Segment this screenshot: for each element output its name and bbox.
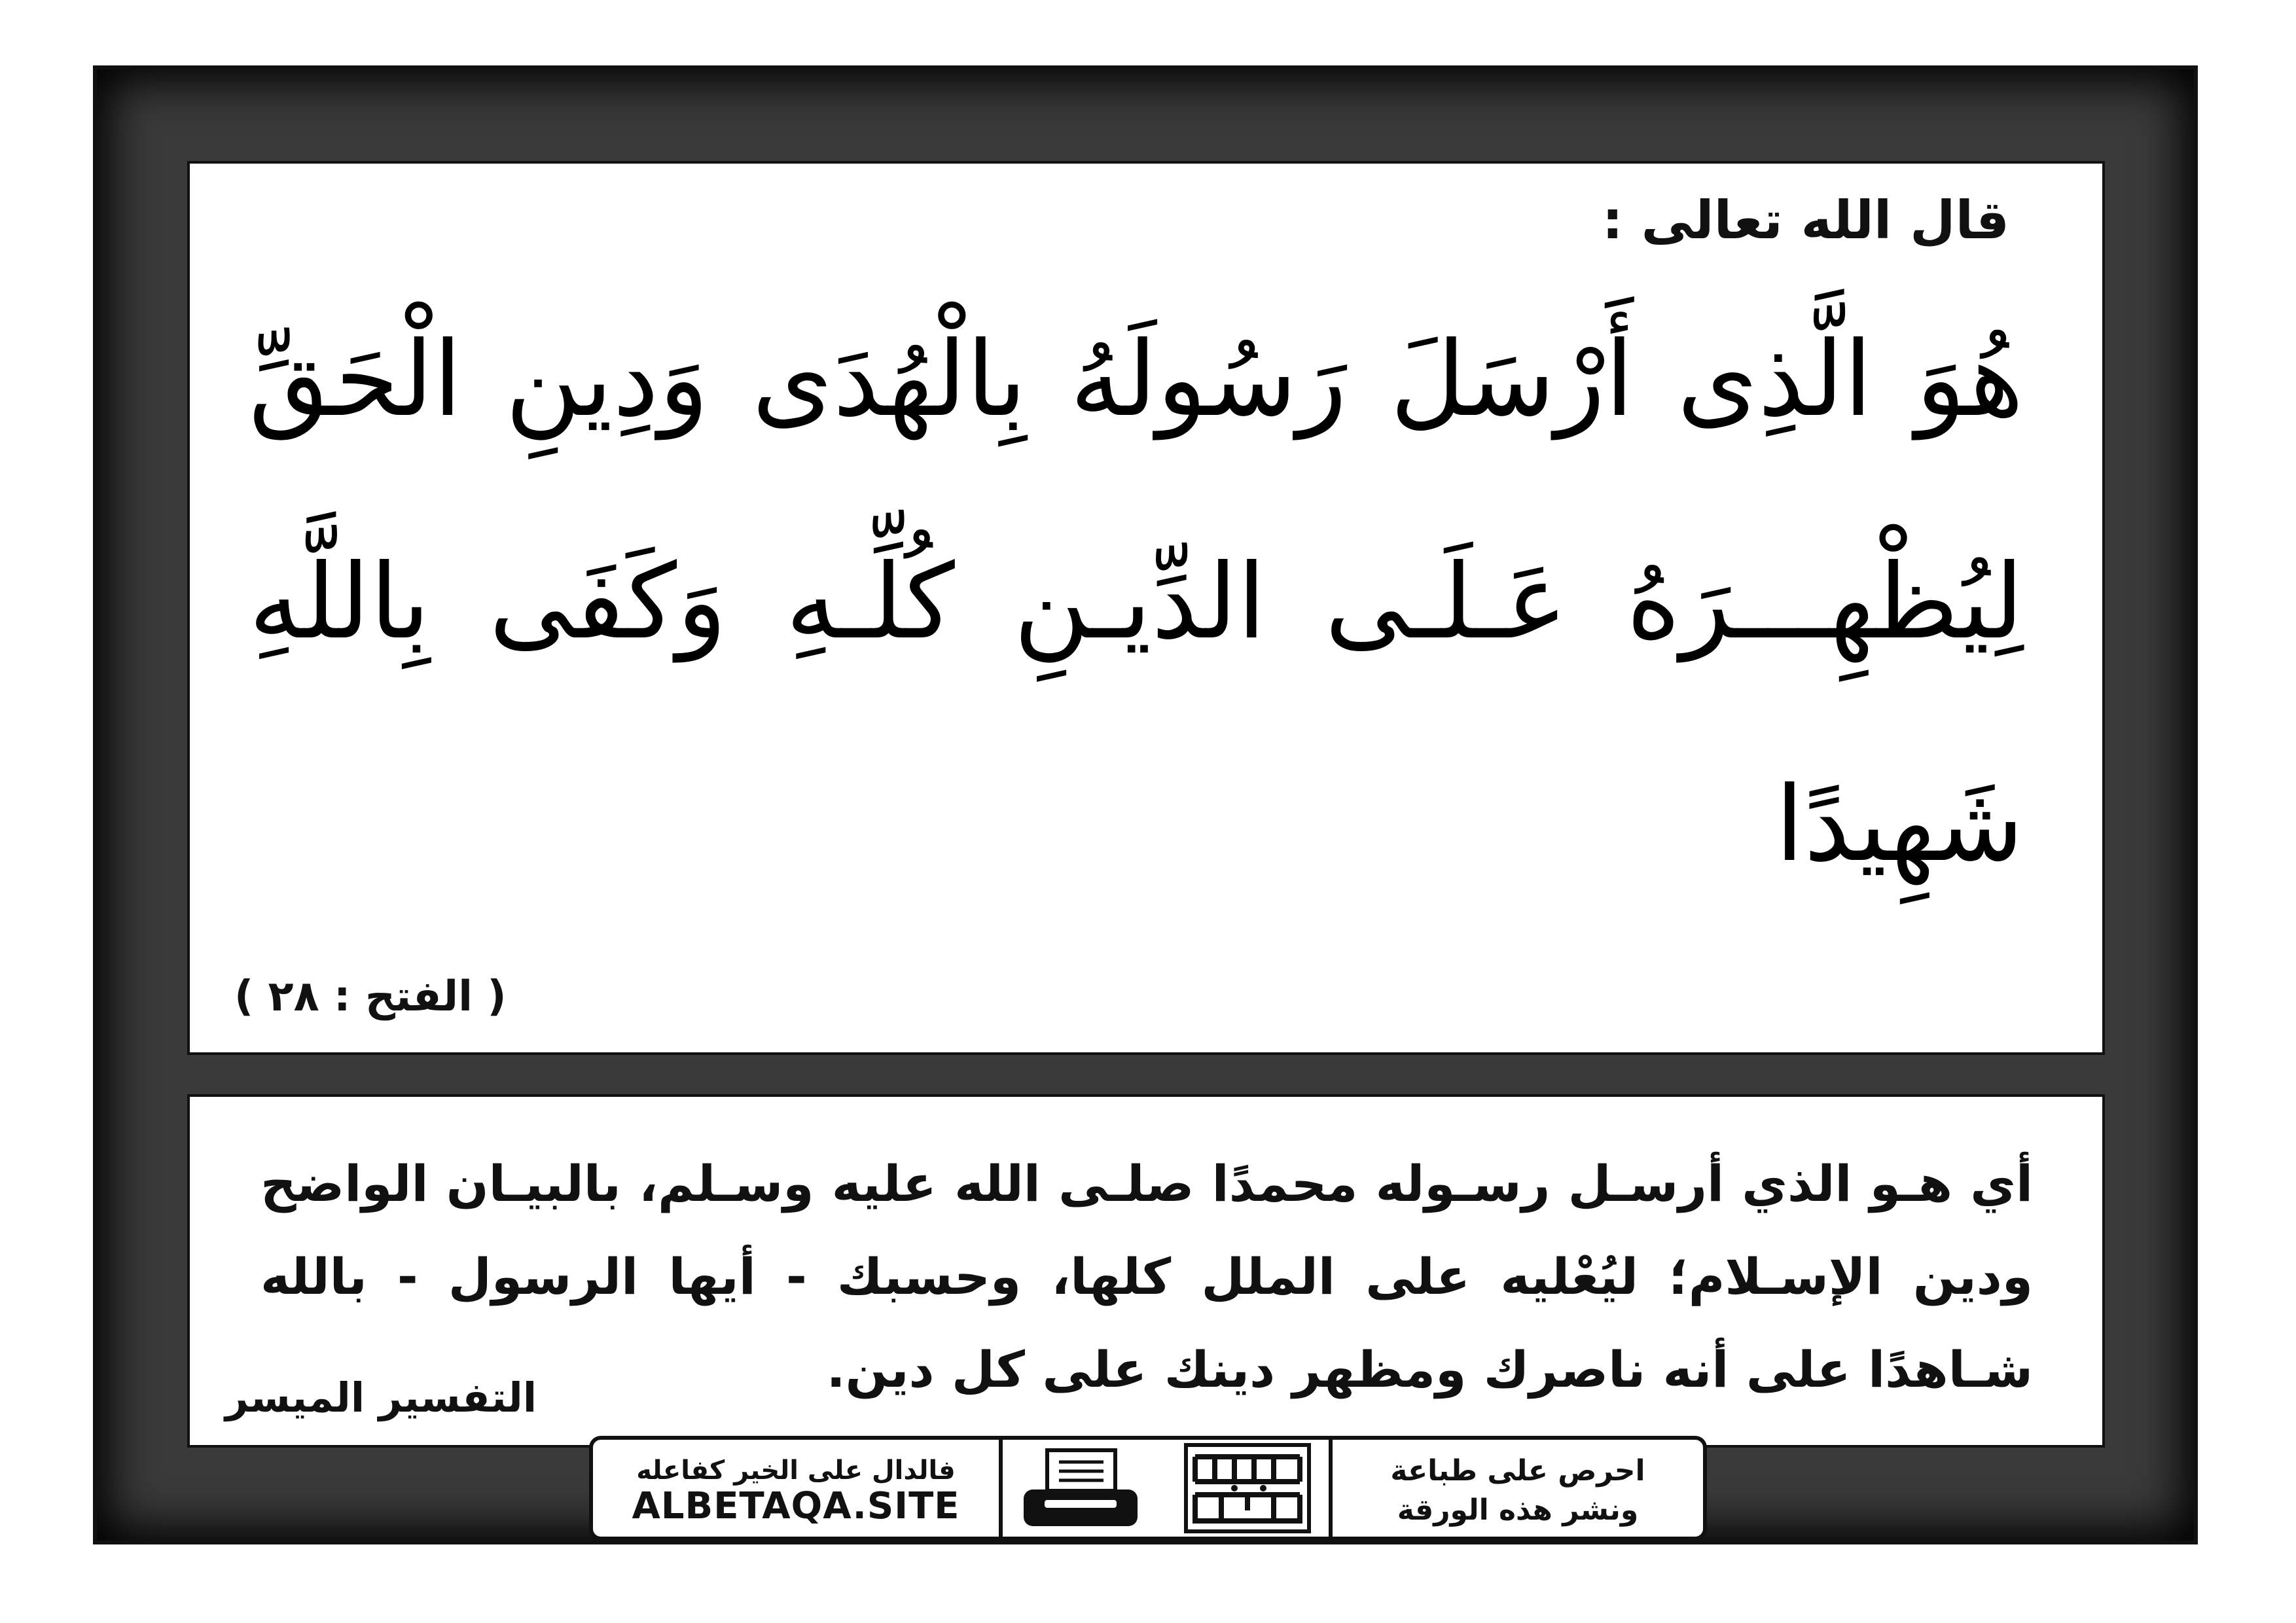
printer-icon xyxy=(1018,1446,1143,1530)
footer-proverb: فالدال على الخير كفاعله xyxy=(636,1455,956,1486)
quran-verse: هُوَ الَّذِى أَرْسَلَ رَسُولَهُ بِالْهُدَى وَدِينِ الْحَقِّ لِيُظْهِـــرَهُ عَـلَـى الدِّيـنِ كُلِّـهِ وَكَفَى بِاللَّهِ شَهِيدًا xyxy=(249,319,2024,885)
footer-site-link[interactable]: ALBETAQA.SITE xyxy=(632,1485,960,1527)
tafsir-source: التفسير الميسر xyxy=(225,1374,537,1421)
footer-icons xyxy=(999,1440,1333,1537)
verse-reference: ( الفتح : ٢٨ ) xyxy=(234,972,507,1021)
tafsir-panel xyxy=(190,1097,2102,1445)
footer-bar xyxy=(589,1436,1707,1541)
footer-print-line2: ونشر هذه الورقة xyxy=(1397,1493,1639,1527)
verse-panel xyxy=(190,164,2102,1052)
verse-intro: قال الله تعالى : xyxy=(1602,190,2009,251)
footer-print-line1: احرص على طباعة xyxy=(1390,1454,1645,1488)
dawat-alwaraqa-logo xyxy=(1183,1442,1312,1534)
footer-site-box xyxy=(593,1440,1003,1537)
tafsir-text: أي هـو الذي أرسـل رسـوله محمدًا صلـى الله عليه وسـلم، بالبيـان الواضح ودين الإسـلام؛ ليُعْليه على الملل كلها، وحسبك - أيها الرسول - بالله شـاهدًا على أنه ناصرك ومظهر دينك على كل دين. xyxy=(260,1154,2033,1399)
footer-print-note xyxy=(1329,1440,1703,1537)
